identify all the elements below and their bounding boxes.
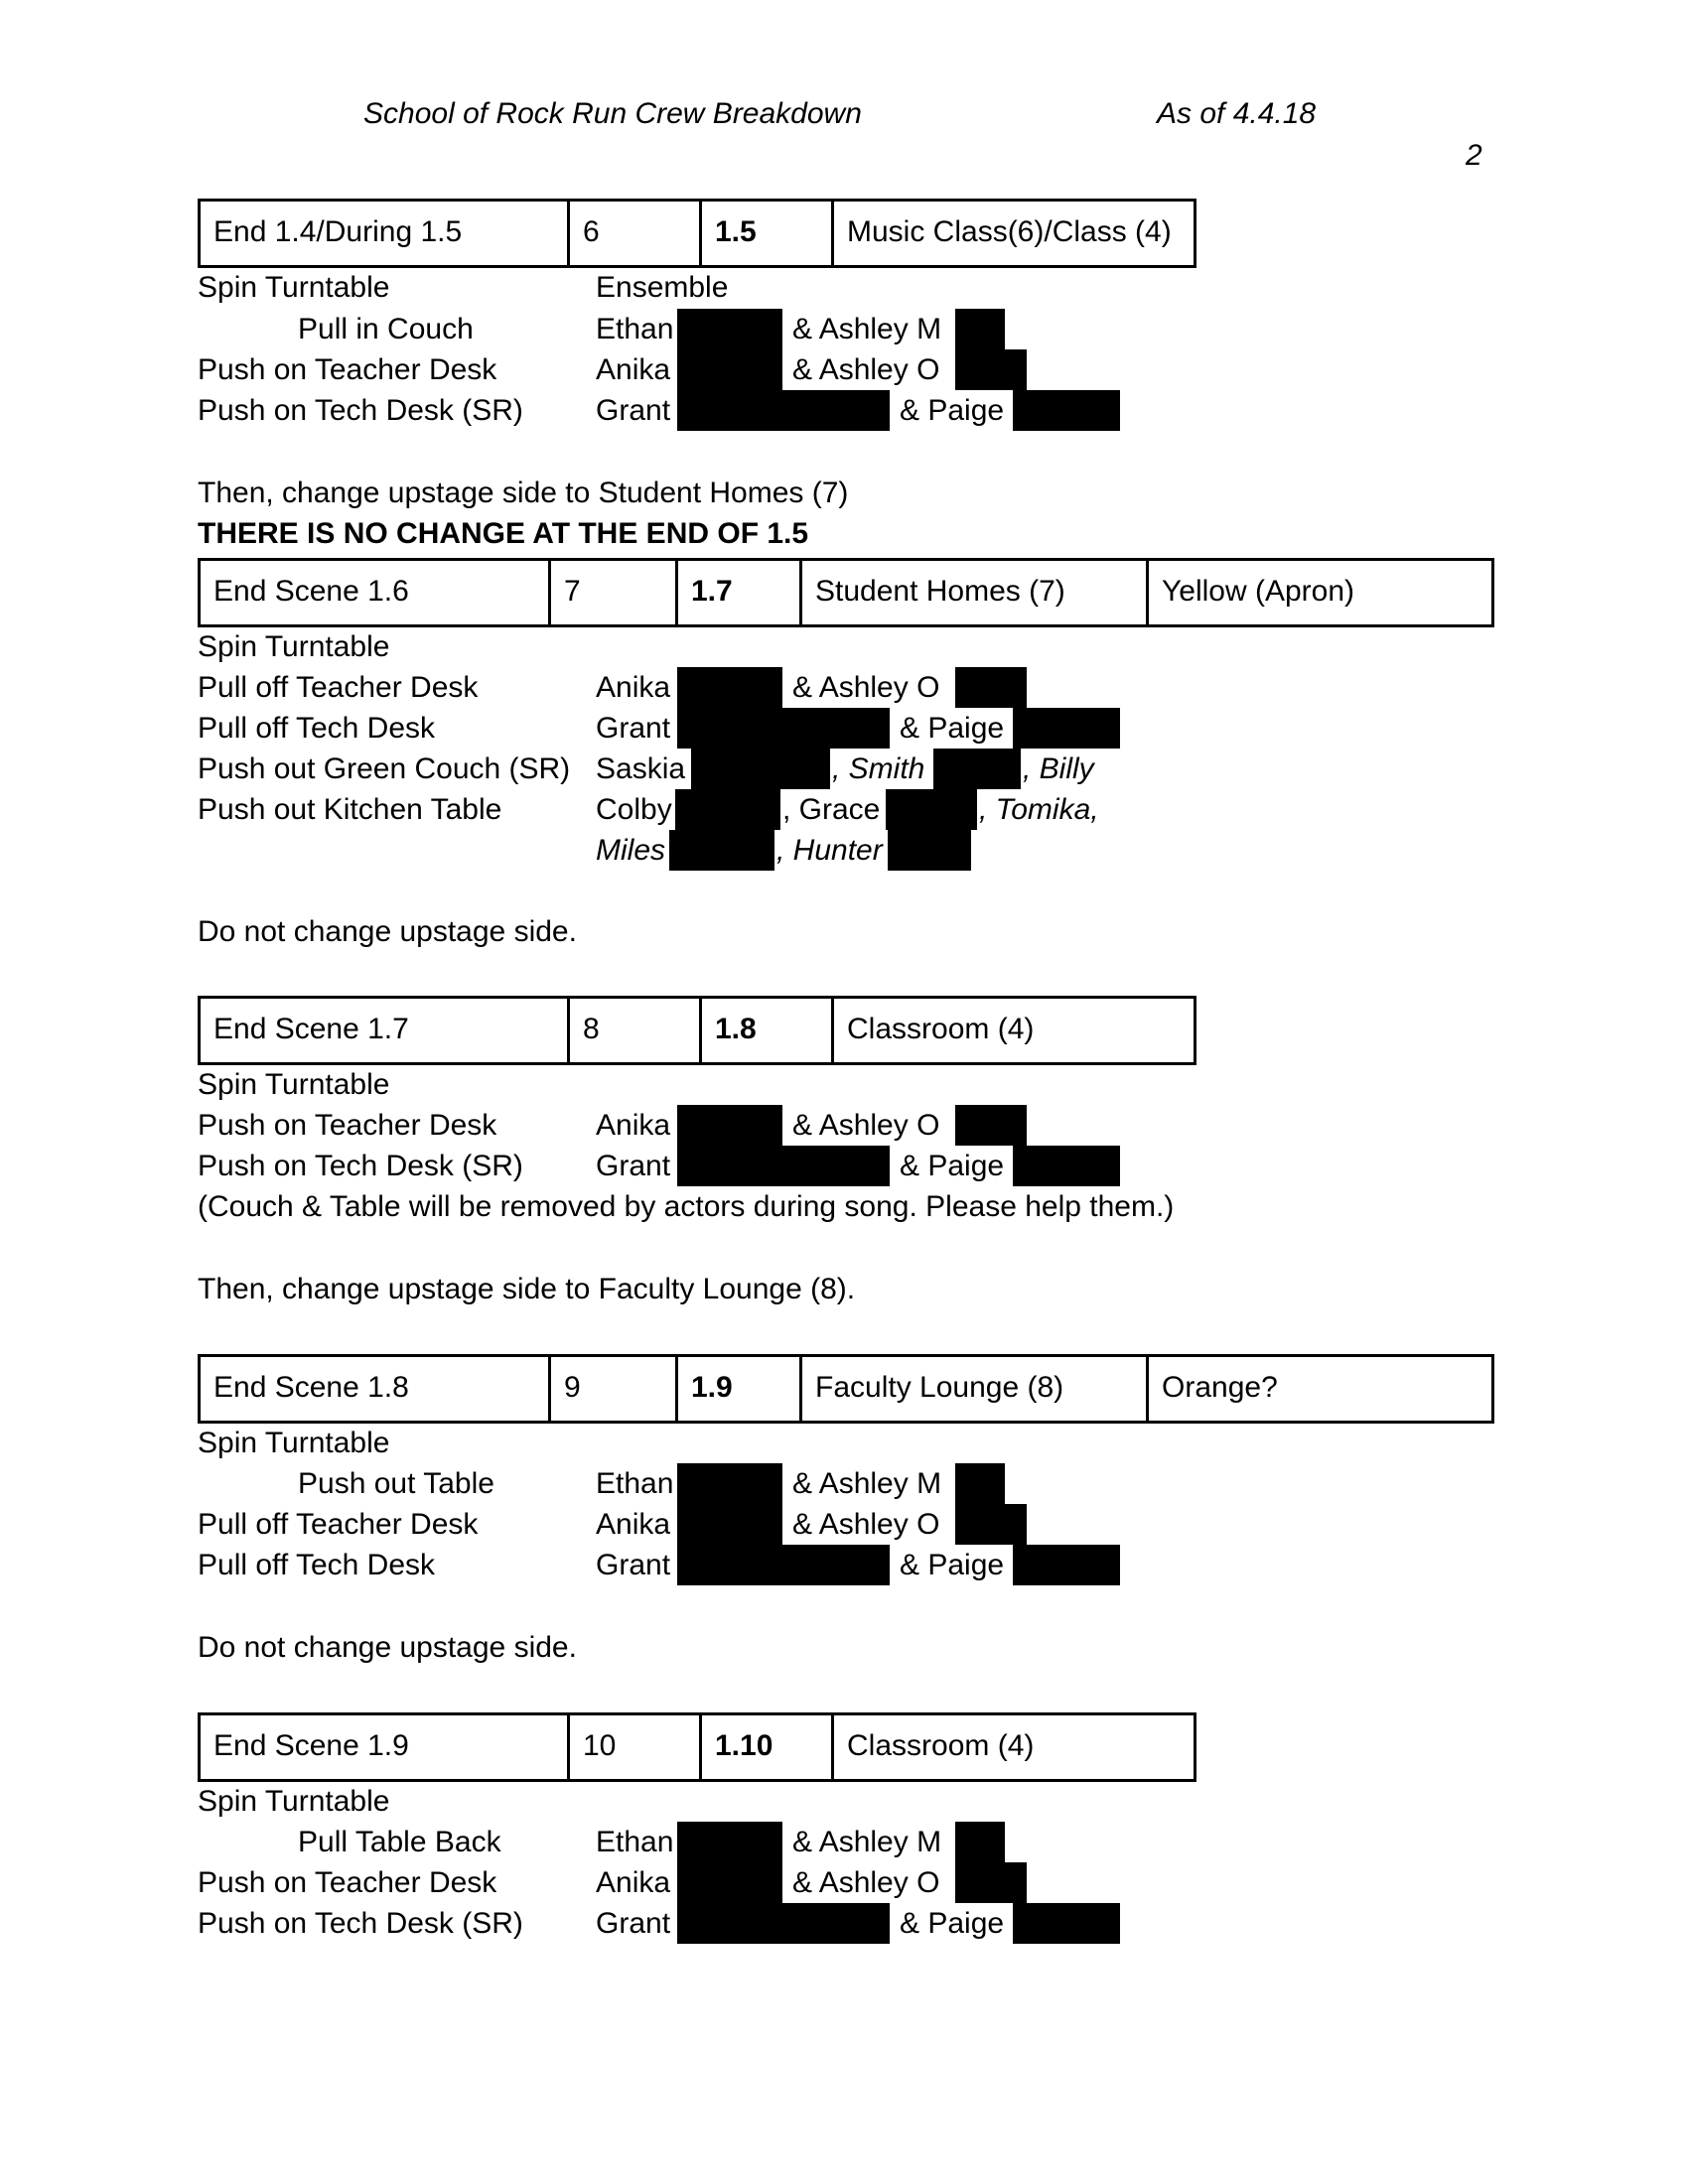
ensemble-label: Ensemble <box>596 271 729 304</box>
color-cell: Orange? <box>1162 1371 1278 1404</box>
redaction-bar <box>677 708 890 749</box>
redaction-bar <box>955 1862 1027 1903</box>
crew-name: Ethan <box>596 1467 674 1500</box>
document-date: As of 4.4.18 <box>1157 97 1317 130</box>
redaction-bar <box>955 1504 1027 1545</box>
next-scene-cell: 1.5 <box>702 202 834 265</box>
task-label: Pull in Couch <box>298 313 474 345</box>
redaction-bar <box>1013 708 1120 749</box>
scene-change-table <box>198 199 1196 268</box>
crew-name: & Paige <box>900 712 1005 745</box>
crew-name: , Tomika, <box>979 793 1099 826</box>
crew-name: Anika <box>596 353 671 386</box>
change-number-cell: 8 <box>570 999 702 1062</box>
crew-name: Ethan <box>596 313 674 345</box>
redaction-bar <box>955 1822 1005 1862</box>
spin-turntable: Spin Turntable <box>198 630 390 663</box>
crew-name: & Paige <box>900 394 1005 427</box>
redaction-bar <box>955 309 1005 349</box>
spin-turntable: Spin Turntable <box>198 1068 390 1101</box>
change-number-cell: 7 <box>551 561 678 624</box>
spin-turntable: Spin Turntable <box>198 271 390 304</box>
crew-name: Colby <box>596 793 672 826</box>
crew-name: & Ashley O <box>792 353 940 386</box>
task-label: Push on Tech Desk (SR) <box>198 1907 523 1940</box>
redaction-bar <box>1013 390 1120 431</box>
redaction-bar <box>677 1146 890 1186</box>
crew-name: & Paige <box>900 1907 1005 1940</box>
crew-name: Grant <box>596 394 671 427</box>
set-cell: Classroom (4) <box>847 1729 1035 1762</box>
scene-cell: End Scene 1.8 <box>201 1357 551 1421</box>
next-scene-cell: 1.10 <box>702 1715 834 1779</box>
next-scene-cell: 1.9 <box>678 1357 802 1421</box>
task-label: Pull Table Back <box>298 1826 501 1858</box>
scene-cell: End Scene 1.7 <box>201 999 570 1062</box>
next-scene-cell: 1.8 <box>702 999 834 1062</box>
redaction-bar <box>1013 1545 1120 1585</box>
spin-turntable: Spin Turntable <box>198 1427 390 1459</box>
crew-name: Saskia <box>596 752 686 785</box>
crew-name: , Smith <box>832 752 925 785</box>
crew-name: Anika <box>596 671 671 704</box>
color-cell: Yellow (Apron) <box>1162 575 1354 608</box>
crew-name: & Ashley O <box>792 1508 940 1541</box>
scene-change-table <box>198 558 1494 627</box>
redaction-bar <box>677 667 782 708</box>
redaction-bar <box>1013 1146 1120 1186</box>
redaction-bar <box>677 309 782 349</box>
redaction-bar <box>955 667 1027 708</box>
task-label: Push out Green Couch (SR) <box>198 752 571 785</box>
task-label: Pull off Tech Desk <box>198 712 436 745</box>
redaction-bar <box>677 1105 782 1146</box>
upstage-note: Do not change upstage side. <box>198 1631 577 1664</box>
set-cell: Classroom (4) <box>847 1013 1035 1045</box>
change-number-cell: 10 <box>570 1715 702 1779</box>
redaction-bar <box>955 1105 1027 1146</box>
redaction-bar <box>955 349 1027 390</box>
redaction-bar <box>955 1463 1005 1504</box>
crew-name: & Ashley O <box>792 671 940 704</box>
scene-change-table <box>198 1354 1494 1424</box>
scene-change-table <box>198 996 1196 1065</box>
redaction-bar <box>677 1862 782 1903</box>
upstage-note: Then, change upstage side to Faculty Lounge (8). <box>198 1273 856 1305</box>
crew-name: Grant <box>596 1907 671 1940</box>
crew-name: & Ashley O <box>792 1866 940 1899</box>
redaction-bar <box>677 1504 782 1545</box>
crew-name: , Grace <box>782 793 881 826</box>
set-cell: Student Homes (7) <box>802 561 1149 624</box>
crew-name: Grant <box>596 712 671 745</box>
set-cell: Music Class(6)/Class (4) <box>847 215 1172 248</box>
redaction-bar <box>677 1822 782 1862</box>
next-scene-cell: 1.7 <box>678 561 802 624</box>
actor-help-note: (Couch & Table will be removed by actors during song. Please help them.) <box>198 1190 1175 1223</box>
upstage-note: Do not change upstage side. <box>198 915 577 948</box>
redaction-bar <box>888 830 971 871</box>
crew-name: & Ashley O <box>792 1109 940 1142</box>
page-number: 2 <box>1466 139 1482 172</box>
task-label: Push out Kitchen Table <box>198 793 502 826</box>
redaction-bar <box>677 390 890 431</box>
crew-name: Miles <box>596 834 666 867</box>
redaction-bar <box>677 349 782 390</box>
redaction-bar <box>675 789 780 830</box>
redaction-bar <box>933 749 1021 789</box>
crew-name: Ethan <box>596 1826 674 1858</box>
task-label: Push on Teacher Desk <box>198 353 497 386</box>
set-cell: Faculty Lounge (8) <box>802 1357 1149 1421</box>
task-label: Push out Table <box>298 1467 494 1500</box>
redaction-bar <box>677 1903 890 1944</box>
redaction-bar <box>669 830 774 871</box>
crew-name: Grant <box>596 1150 671 1182</box>
scene-change-table <box>198 1712 1196 1782</box>
change-number-cell: 9 <box>551 1357 678 1421</box>
task-label: Push on Tech Desk (SR) <box>198 394 523 427</box>
crew-name: Grant <box>596 1549 671 1581</box>
spin-turntable: Spin Turntable <box>198 1785 390 1818</box>
task-label: Pull off Tech Desk <box>198 1549 436 1581</box>
crew-name: & Ashley M <box>792 1826 942 1858</box>
crew-name: & Ashley M <box>792 1467 942 1500</box>
task-label: Pull off Teacher Desk <box>198 671 479 704</box>
change-number-cell: 6 <box>570 202 702 265</box>
crew-name: & Ashley M <box>792 313 942 345</box>
task-label: Push on Tech Desk (SR) <box>198 1150 523 1182</box>
document-title: School of Rock Run Crew Breakdown <box>363 97 862 130</box>
crew-name: Anika <box>596 1109 671 1142</box>
crew-name: & Paige <box>900 1150 1005 1182</box>
task-label: Pull off Teacher Desk <box>198 1508 479 1541</box>
redaction-bar <box>886 789 977 830</box>
scene-cell: End 1.4/During 1.5 <box>201 202 570 265</box>
redaction-bar <box>691 749 830 789</box>
redaction-bar <box>1013 1903 1120 1944</box>
crew-name: , Hunter <box>776 834 883 867</box>
redaction-bar <box>677 1545 890 1585</box>
task-label: Push on Teacher Desk <box>198 1109 497 1142</box>
task-label: Push on Teacher Desk <box>198 1866 497 1899</box>
crew-name: Anika <box>596 1508 671 1541</box>
redaction-bar <box>677 1463 782 1504</box>
crew-name: & Paige <box>900 1549 1005 1581</box>
upstage-note: Then, change upstage side to Student Homes (7) <box>198 477 849 509</box>
bold-notice: THERE IS NO CHANGE AT THE END OF 1.5 <box>198 517 809 550</box>
scene-cell: End Scene 1.9 <box>201 1715 570 1779</box>
crew-name: , Billy <box>1023 752 1094 785</box>
crew-name: Anika <box>596 1866 671 1899</box>
scene-cell: End Scene 1.6 <box>201 561 551 624</box>
